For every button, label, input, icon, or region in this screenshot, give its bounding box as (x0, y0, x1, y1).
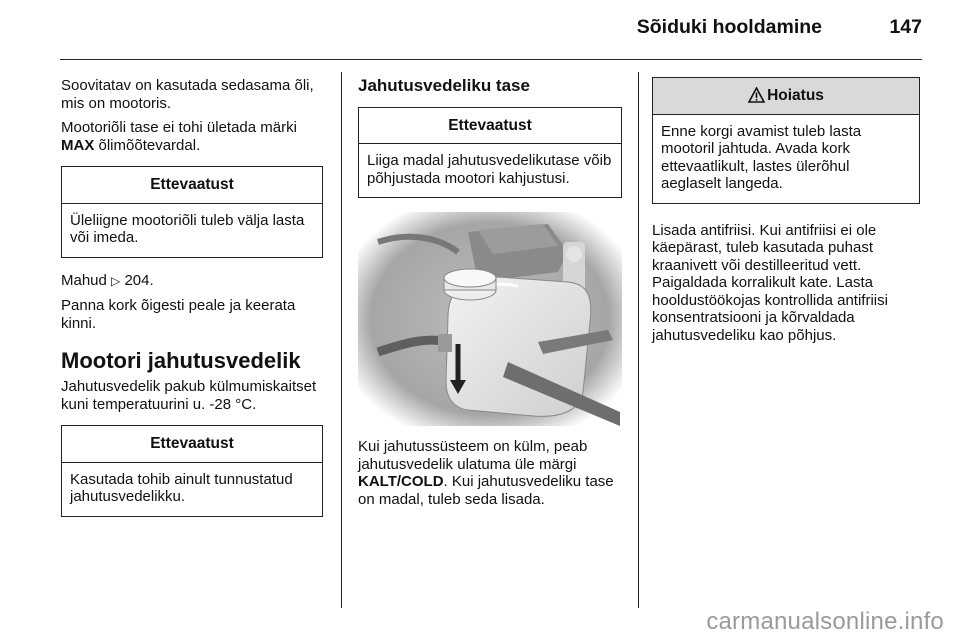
caution-box-coolant-level (358, 107, 622, 199)
text-span: . Kui jahutusvedeliku tase on madal, tuleb seda lisada. (358, 473, 614, 508)
warning-header (653, 78, 919, 115)
text-span: Kui jahutussüsteem on külm, peab jahutusvedelik ulatuma üle märgi (358, 438, 588, 473)
column-middle (358, 77, 622, 515)
page-reference-arrow-icon: ▷ (111, 273, 121, 288)
caution-text: Liiga madal jahutusvedelikutase võib põhjustada mootori kahjustusi. (367, 152, 612, 187)
watermark: carmanualsonline.info (706, 608, 944, 635)
page-number: 147 (889, 16, 922, 38)
header-divider (60, 59, 922, 60)
column-left (61, 77, 323, 531)
paragraph-capacities (61, 272, 323, 291)
paragraph-oil-recommendation: Soovitatav on kasutada sedasama õli, mis on mootoris. (61, 77, 314, 112)
caution-box-oil (61, 166, 323, 258)
text-span: õlimõõtevardal. (94, 136, 201, 154)
text-span: Mahud (61, 271, 112, 289)
paragraph-antifreeze: Lisada antifriisi. Kui antifriisi ei ole käepärast, tuleb kasutada puhast kraanivett või destilleeritud vett. Paigaldada korralikult kate. Lasta hooldustöökojas kontrollida antifriisi konsentratsiooni ja kõrvaldada jahutusvedeliku kao põhjus. (652, 221, 888, 344)
coolant-reservoir-illustration (358, 212, 622, 426)
caution-box-coolant (61, 425, 323, 517)
section-title-coolant: Mootori jahutusvedelik (61, 348, 301, 373)
paragraph-oil-max (61, 119, 323, 154)
paragraph-coolant-protection: Jahutusvedelik pakub külmumiskaitset kuni temperatuurini u. -28 °C. (61, 378, 317, 413)
warning-title: Hoiatus (767, 87, 824, 104)
page-header-title: Sõiduki hooldamine (636, 16, 822, 38)
paragraph-coolant-check (358, 438, 622, 508)
max-mark-label: MAX (61, 136, 95, 154)
caution-title: Ettevaatust (359, 108, 621, 145)
warning-box (652, 77, 920, 204)
warning-text: Enne korgi avamist tuleb lasta mootoril jahtuda. Avada kork ettevaatlikult, lastes ülerõhul aeglaselt langeda. (661, 122, 862, 192)
page-reference-link[interactable]: 204. (124, 271, 154, 289)
caution-text: Kasutada tohib ainult tunnustatud jahutusvedelikku. (70, 470, 293, 505)
column-right (652, 77, 920, 351)
subsection-title-coolant-level: Jahutusvedeliku tase (358, 76, 530, 95)
column-divider (638, 72, 639, 608)
paragraph-cap-tighten: Panna kork õigesti peale ja keerata kinni. (61, 297, 296, 332)
warning-triangle-icon (748, 87, 765, 103)
caution-title: Ettevaatust (62, 426, 322, 463)
caution-title: Ettevaatust (62, 167, 322, 204)
column-divider (341, 72, 342, 608)
text-span: Mootoriõli tase ei tohi ületada märki (61, 119, 297, 136)
caution-text: Üleliigne mootoriõli tuleb välja lasta või imeda. (70, 211, 305, 246)
kalt-cold-mark-label: KALT/COLD (358, 473, 444, 490)
